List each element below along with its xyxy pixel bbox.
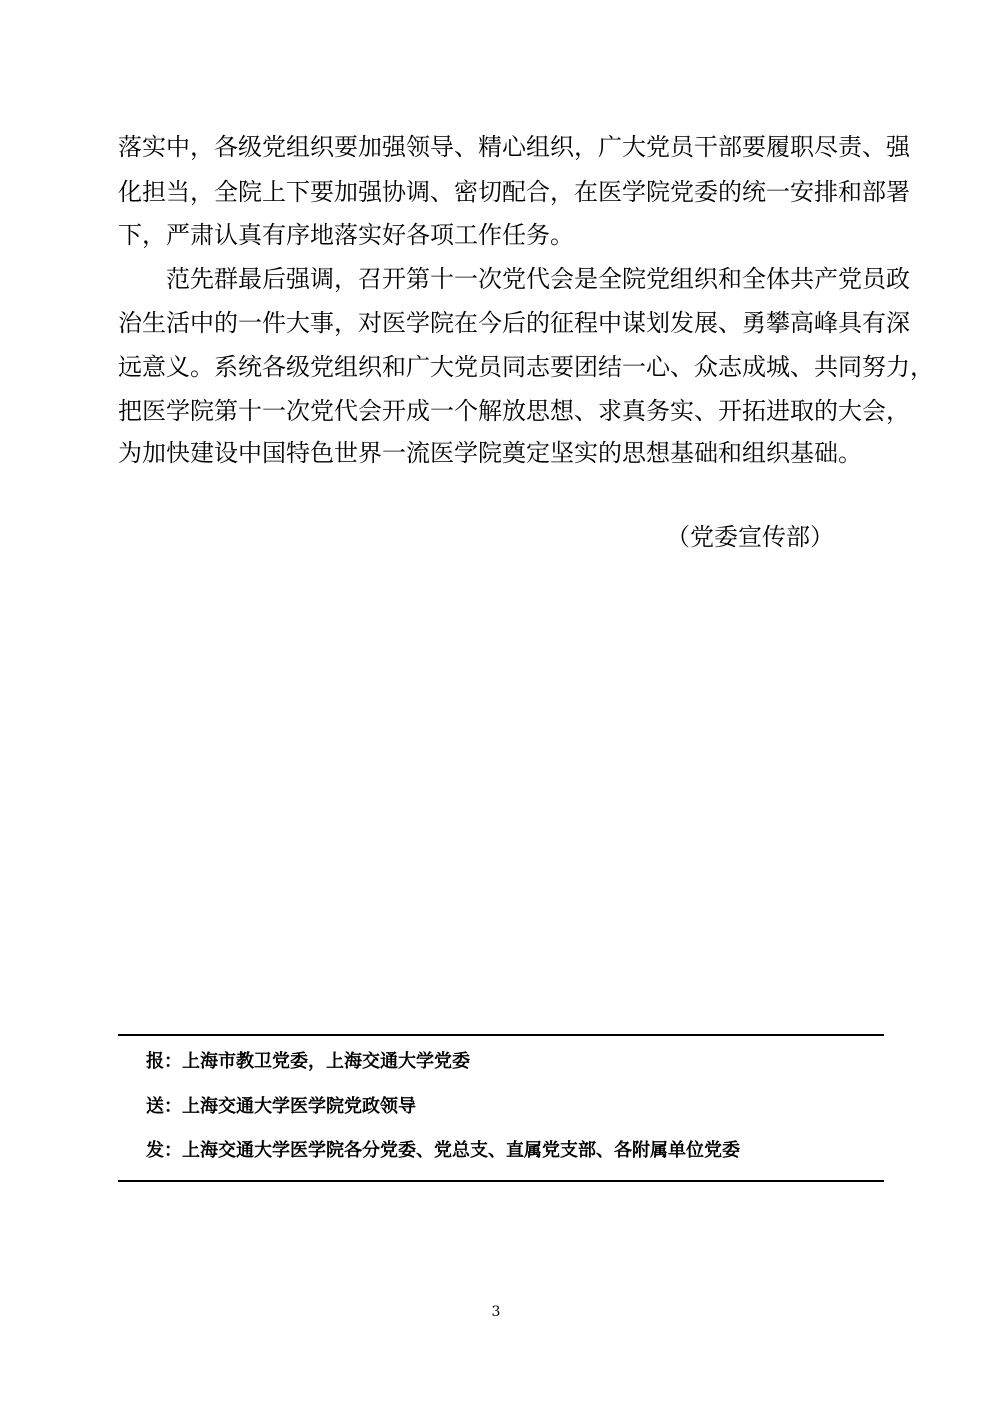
top-divider	[118, 1034, 884, 1036]
body-text-line-8: 为加快建设中国特色世界一流医学院奠定坚实的思想基础和组织基础。	[118, 439, 862, 467]
distribution-send: 送：上海交通大学医学院党政领导	[146, 1096, 416, 1117]
distribution-issue: 发：上海交通大学医学院各分党委、党总支、直属党支部、各附属单位党委	[146, 1140, 740, 1161]
body-text-line-4: 范先群最后强调，召开第十一次党代会是全院党组织和全体共产党员政	[166, 265, 910, 293]
body-text-line-6: 远意义。系统各级党组织和广大党员同志要团结一心、众志成城、共同努力，	[118, 353, 934, 381]
distribution-report: 报：上海市教卫党委，上海交通大学党委	[146, 1051, 470, 1072]
bottom-divider	[118, 1180, 884, 1182]
body-text-line-5: 治生活中的一件大事，对医学院在今后的征程中谋划发展、勇攀高峰具有深	[118, 309, 910, 337]
signature-department: （党委宣传部）	[666, 523, 834, 551]
body-text-line-1: 落实中，各级党组织要加强领导、精心组织，广大党员干部要履职尽责、强	[118, 133, 910, 161]
page-number: 3	[491, 1304, 501, 1320]
body-text-line-2: 化担当，全院上下要加强协调、密切配合，在医学院党委的统一安排和部署	[118, 178, 910, 206]
body-text-line-7: 把医学院第十一次党代会开成一个解放思想、求真务实、开拓进取的大会，	[118, 397, 910, 425]
body-text-line-3: 下，严肃认真有序地落实好各项工作任务。	[118, 221, 574, 249]
